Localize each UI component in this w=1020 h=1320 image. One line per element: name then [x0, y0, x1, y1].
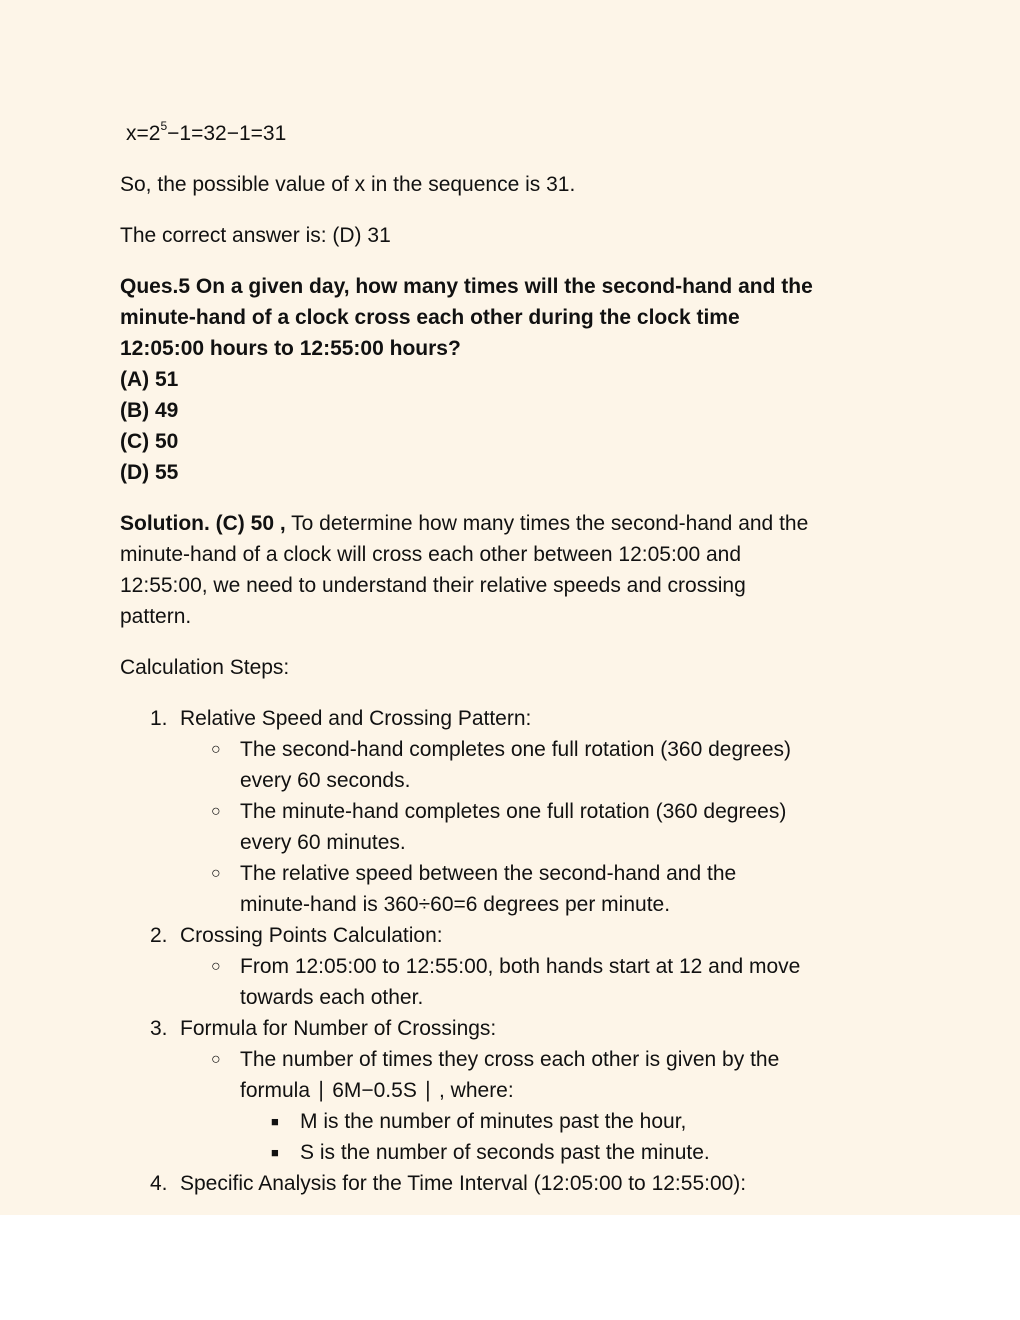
question-line: Ques.5 On a given day, how many times will the second-hand and the [120, 275, 813, 298]
sub-bullet: ○ From 12:05:00 to 12:55:00, both hands start at 12 and move towards each other. [120, 951, 900, 1013]
step-item: 3. Formula for Number of Crossings: [120, 1013, 900, 1044]
circle-bullet-icon: ○ [211, 1051, 221, 1068]
circle-bullet-icon: ○ [211, 865, 221, 882]
solution-line: minute-hand of a clock will cross each other between 12:05:00 and [120, 543, 742, 566]
sub-bullet: ○ The relative speed between the second-hand and the minute-hand is 360÷60=6 degrees per minute. [120, 858, 900, 920]
square-bullet-icon: ■ [271, 1145, 279, 1160]
solution-block [120, 508, 900, 632]
question-line: 12:05:00 hours to 12:55:00 hours? [120, 337, 461, 360]
solution-line: pattern. [120, 605, 192, 628]
steps-list [120, 703, 900, 1199]
sub-bullet: ○ The minute-hand completes one full rotation (360 degrees) every 60 minutes. [120, 796, 900, 858]
sub-bullet: ○ The number of times they cross each other is given by the formula ∣ 6M−0.5S ∣ , where: [120, 1044, 900, 1106]
step-item: 1. Relative Speed and Crossing Pattern: [120, 703, 900, 734]
calculation-steps-title: Calculation Steps: [120, 656, 290, 679]
page-content [120, 118, 900, 1199]
question-block [120, 271, 900, 488]
question-line: minute-hand of a clock cross each other during the clock time [120, 306, 740, 329]
solution-label: Solution. (C) 50 , [120, 512, 286, 535]
step-number: 3. [150, 1017, 168, 1040]
option-a: (A) 51 [120, 368, 179, 391]
sub-bullet: ○ The second-hand completes one full rotation (360 degrees) every 60 seconds. [120, 734, 900, 796]
paragraph-possible-value: So, the possible value of x in the sequence is 31. [120, 173, 576, 196]
step-number: 4. [150, 1172, 168, 1195]
sub-sub-bullet: ■ S is the number of seconds past the minute. [120, 1137, 900, 1168]
option-b: (B) 49 [120, 399, 179, 422]
equation: $x=2^5-1=32-1=31$ [126, 119, 287, 145]
solution-line: Solution. (C) 50 , To determine how many times the second-hand and the [120, 512, 809, 535]
step-number: 1. [150, 707, 168, 730]
paragraph-correct-answer: The correct answer is: (D) 31 [120, 224, 391, 247]
circle-bullet-icon: ○ [211, 741, 221, 758]
step-number: 2. [150, 924, 168, 947]
option-c: (C) 50 [120, 430, 179, 453]
solution-line: 12:55:00, we need to understand their relative speeds and crossing [120, 574, 746, 597]
circle-bullet-icon: ○ [211, 958, 221, 975]
option-d: (D) 55 [120, 461, 179, 484]
step-item: 2. Crossing Points Calculation: [120, 920, 900, 951]
sub-sub-bullet: ■ M is the number of minutes past the hour, [120, 1106, 900, 1137]
circle-bullet-icon: ○ [211, 803, 221, 820]
square-bullet-icon: ■ [271, 1114, 279, 1129]
step-item: 4. Specific Analysis for the Time Interval (12:05:00 to 12:55:00): [120, 1168, 900, 1199]
